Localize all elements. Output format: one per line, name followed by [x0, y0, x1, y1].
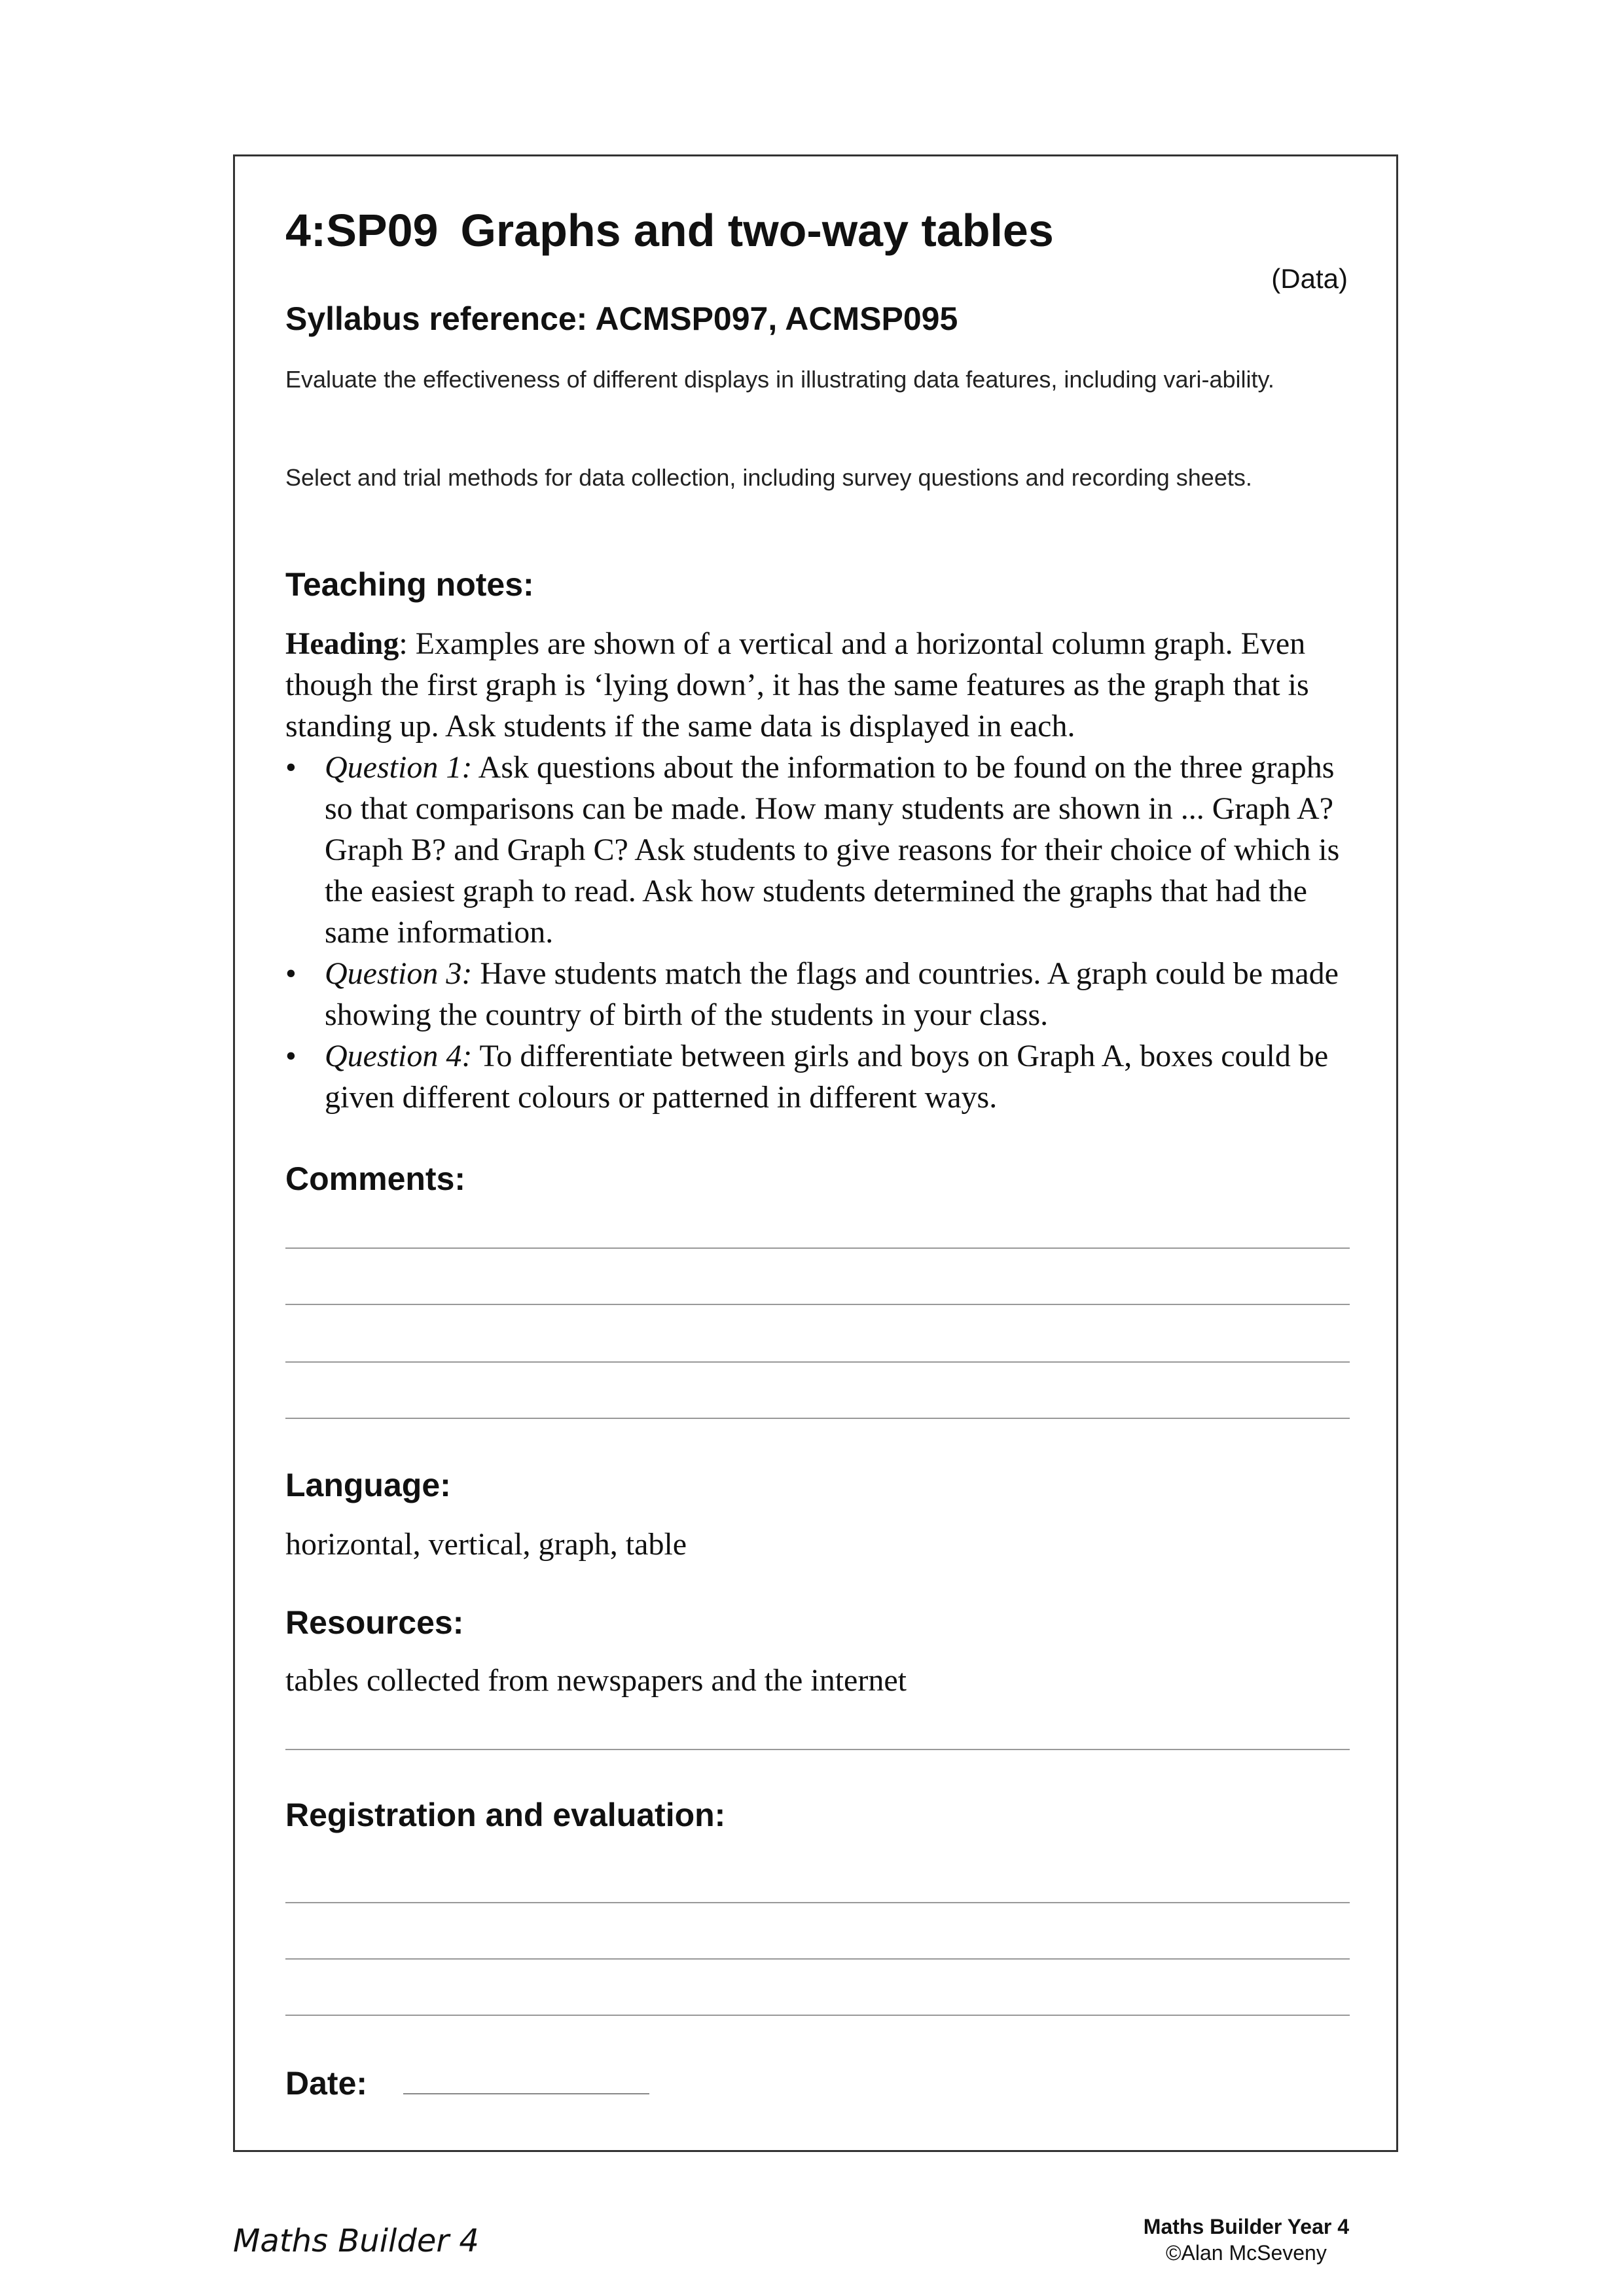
teaching-bullet-list [285, 747, 1359, 1118]
strand-label: (Data) [1271, 263, 1348, 294]
syllabus-description-2: Select and trial methods for data collection, including survey questions and recording sheets. [285, 464, 1252, 491]
registration-line[interactable] [285, 2015, 1350, 2016]
intro-text: : Examples are shown of a vertical and a horizontal column graph. Even though the first graph is ‘lying down’, it has the same features as the graph that is standing up. Ask students if the same data is displayed in each. [285, 626, 1309, 744]
resources-heading: Resources: [285, 1604, 464, 1641]
comments-line[interactable] [285, 1247, 1350, 1249]
footer-series: Maths Builder Year 4 [1143, 2215, 1349, 2238]
teaching-notes-heading: Teaching notes: [285, 566, 534, 603]
resources-line[interactable] [285, 1749, 1350, 1750]
footer-copyright: ©Alan McSeveny [1165, 2241, 1327, 2265]
syllabus-description-1: Evaluate the effectiveness of different displays in illustrating data features, including vari-ability. [285, 366, 1274, 393]
registration-heading: Registration and evaluation: [285, 1797, 726, 1833]
date-label: Date: [285, 2065, 368, 2102]
intro-bold-label: Heading [285, 626, 399, 661]
bullet-label: Question 3: [325, 956, 473, 991]
registration-line[interactable] [285, 1958, 1350, 1960]
list-item [285, 747, 1359, 953]
footer-credit [1144, 2214, 1349, 2266]
bullet-icon: • [285, 956, 297, 991]
bullet-icon: • [285, 750, 297, 785]
page-frame [233, 154, 1398, 2152]
comments-line[interactable] [285, 1418, 1350, 1419]
language-heading: Language: [285, 1467, 451, 1503]
bullet-icon: • [285, 1039, 297, 1073]
comments-heading: Comments: [285, 1160, 466, 1197]
lesson-title: Graphs and two-way tables [460, 205, 1054, 256]
list-item [285, 1035, 1359, 1118]
syllabus-heading: Syllabus reference: ACMSP097, ACMSP095 [285, 300, 958, 337]
bullet-label: Question 4: [325, 1039, 473, 1073]
bullet-text: Have students match the flags and countries. A graph could be made showing the country of birth of the students in your class. [325, 956, 1339, 1032]
date-input-line[interactable] [403, 2093, 649, 2094]
language-text: horizontal, vertical, graph, table [285, 1527, 687, 1562]
teaching-notes-body [285, 623, 1359, 1118]
bullet-label: Question 1: [325, 750, 473, 785]
bullet-text: To differentiate between girls and boys on Graph A, boxes could be given different colours or patterned in different ways. [325, 1039, 1329, 1115]
page-title [285, 204, 1054, 257]
teaching-intro [285, 623, 1359, 747]
comments-line[interactable] [285, 1304, 1350, 1305]
bullet-text: Ask questions about the information to be found on the three graphs so that comparisons can be made. How many students are shown in ... Graph A? Graph B? and Graph C? Ask students to give reasons for their choice of which is the easiest graph to read. Ask how students determined the graphs that had the same information. [325, 750, 1340, 950]
comments-line[interactable] [285, 1361, 1350, 1363]
footer-book-title: Maths Builder 4 [233, 2223, 479, 2259]
lesson-code: 4:SP09 [285, 205, 439, 256]
registration-line[interactable] [285, 1902, 1350, 1903]
resources-text: tables collected from newspapers and the internet [285, 1663, 907, 1698]
list-item [285, 953, 1359, 1035]
